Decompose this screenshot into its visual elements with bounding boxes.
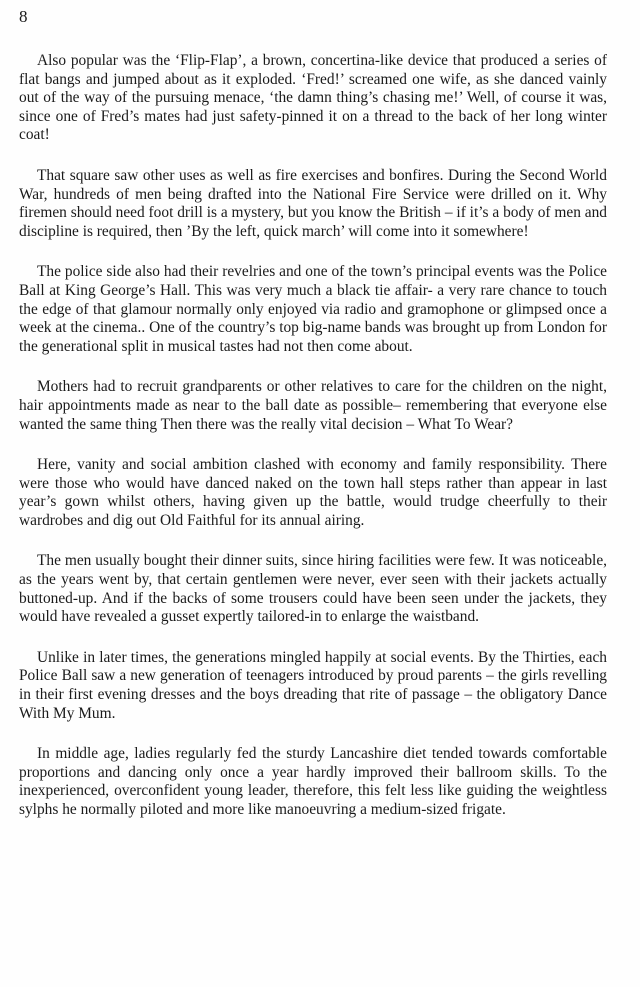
paragraph-dinner-suits: The men usually bought their dinner suits, since hiring facilities were few. It was noticeable, as the years went by, that certain gentlemen were never, ever seen with their jackets actually buttoned-up. And if the backs of some trousers could have been seen under the jackets, they would have revealed a gusset expertly tailored-in to enlarge the waistband. bbox=[19, 552, 607, 626]
paragraph-generations: Unlike in later times, the generations mingled happily at social events. By the Thirties, each Police Ball saw a new generation of teenagers introduced by proud parents – the girls revelling in their first evening dresses and the boys dreading that rite of passage – the obligatory Dance With My Mum. bbox=[19, 648, 607, 722]
paragraph-mothers: Mothers had to recruit grandparents or other relatives to care for the children on the night, hair appointments made as near to the ball date as possible– remembering that everyone else wanted the same thing Then there was the really vital decision – What To Wear? bbox=[19, 378, 607, 433]
body-text bbox=[19, 52, 607, 842]
paragraph-middle-age: In middle age, ladies regularly fed the sturdy Lancashire diet tended towards comfortable proportions and dancing only once a year hardly improved their ballroom skills. To the inexperienced, overconfident young leader, therefore, this felt less like guiding the weightless sylphs he normally piloted and more like manoeuvring a medium-sized frigate. bbox=[19, 745, 607, 818]
page-number: 8 bbox=[19, 7, 28, 26]
paragraph-fire-drill: That square saw other uses as well as fire exercises and bonfires. During the Second World War, hundreds of men being drafted into the National Fire Service were drilled on it. Why firemen should need foot drill is a mystery, but you know the British – if it’s a body of men and discipline is required, then ’By the left, quick march’ will come into it somewhere! bbox=[19, 166, 607, 240]
paragraph-vanity: Here, vanity and social ambition clashed with economy and family responsibility. There were those who would have danced naked on the town hall steps rather than appear in last year’s gown whilst others, having given up the battle, would trudge cheerfully to their wardrobes and dig out Old Faithful for its annual airing. bbox=[19, 456, 607, 529]
paragraph-flip-flap: Also popular was the ‘Flip-Flap’, a brown, concertina-like device that produced a series of flat bangs and jumped about as it exploded. ‘Fred!’ screamed one wife, as she danced vainly out of the way of the pursuing menace, ‘the damn thing’s chasing me!’ Well, of course it was, since one of Fred’s mates had just safety-pinned it on a thread to the back of her long winter coat! bbox=[19, 52, 607, 144]
paragraph-police-ball: The police side also had their revelries and one of the town’s principal events was the Police Ball at King George’s Hall. This was very much a black tie affair- a very rare chance to touch the edge of that glamour normally only enjoyed via radio and gramophone or glimpsed once a week at the cinema.. One of the country’s top big-name bands was brought up from London for the generational split in musical tastes had not then come about. bbox=[19, 263, 607, 355]
